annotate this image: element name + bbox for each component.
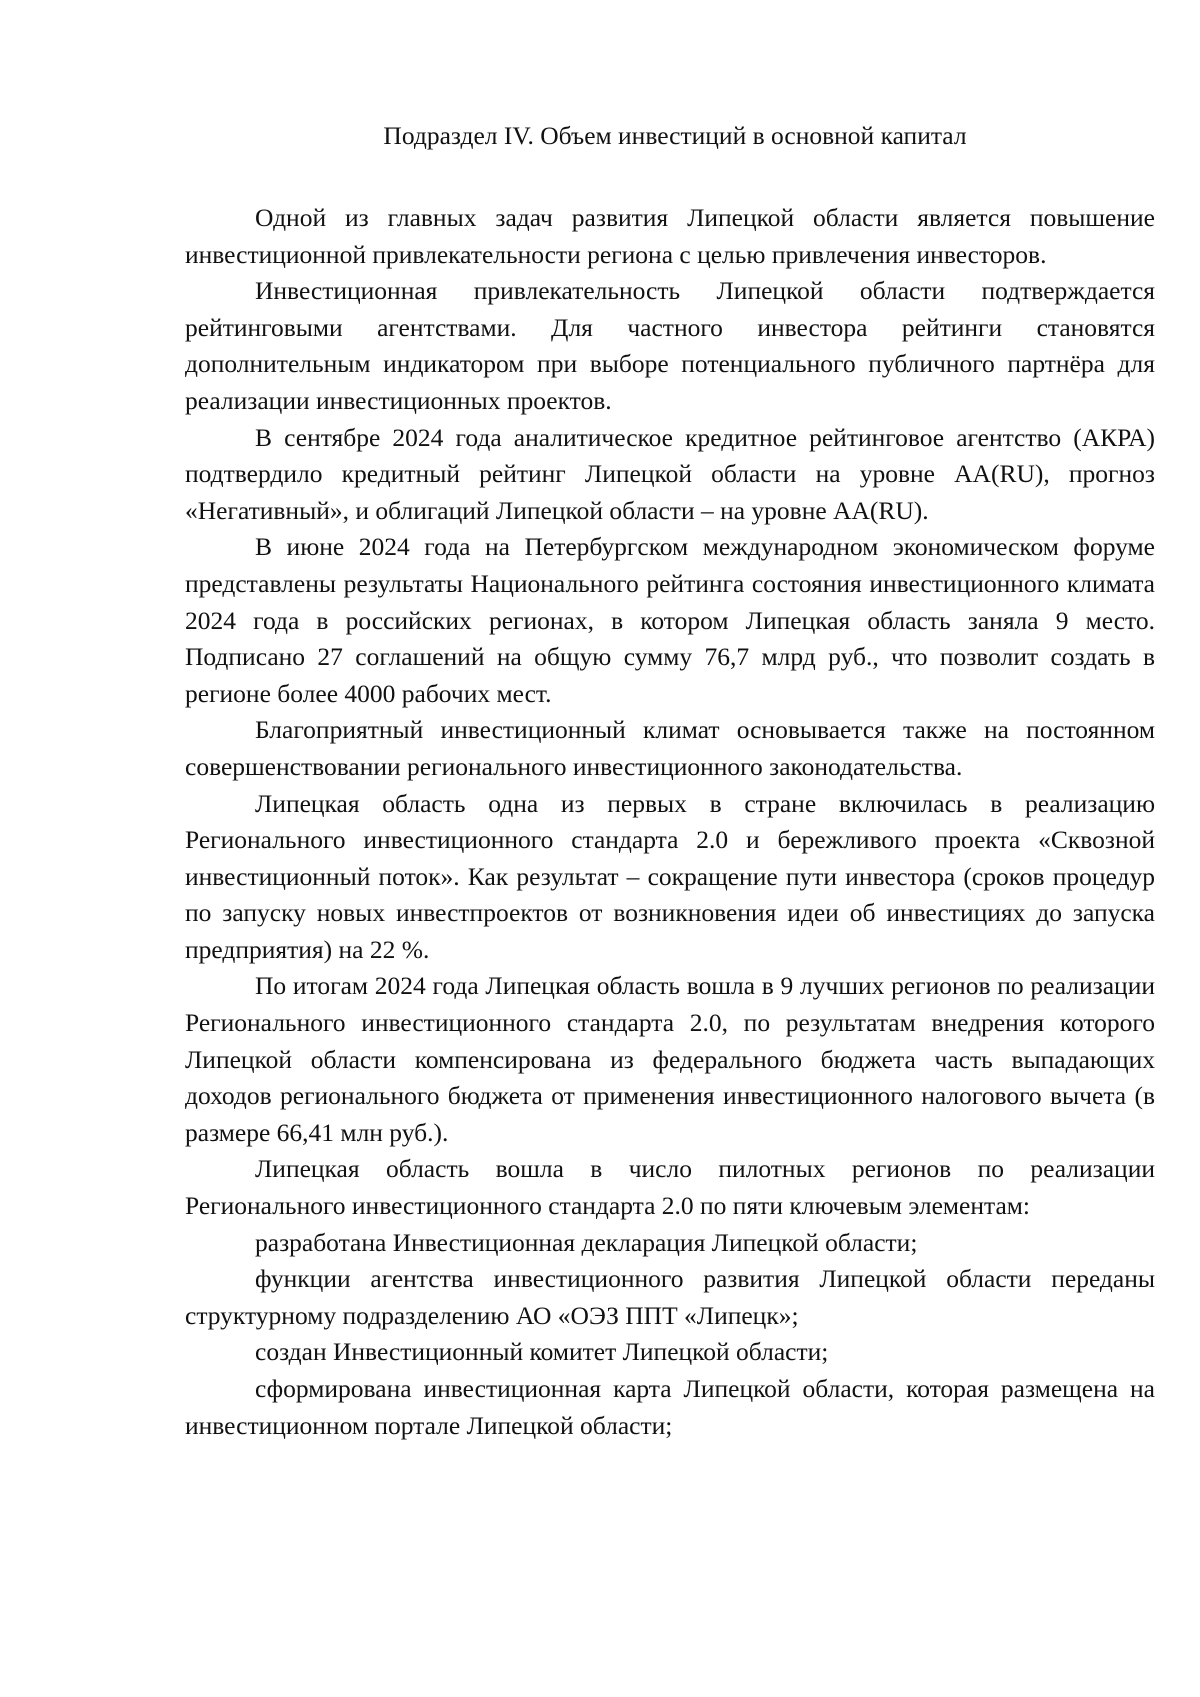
paragraph: Инвестиционная привлекательность Липецкой области подтверждается рейтинговыми агентствами. Для частного инвестора рейтинги становятся дополнительным индикатором при выборе потенциального публичного партнёра для реализации инвестиционных проектов.	[185, 276, 1155, 415]
list-item: создан Инвестиционный комитет Липецкой области;	[255, 1337, 829, 1367]
paragraph: В июне 2024 года на Петербургском международном экономическом форуме представлены результаты Национального рейтинга состояния инвестиционного климата 2024 года в российских регионах, в котором Липецкая область заняла 9 место. Подписано 27 соглашений на общую сумму 76,7 млрд руб., что позволит создать в регионе более 4000 рабочих мест.	[185, 532, 1155, 708]
list-item: разработана Инвестиционная декларация Липецкой области;	[255, 1227, 918, 1257]
document-body	[185, 118, 1155, 1444]
paragraph: В сентябре 2024 года аналитическое кредитное рейтинговое агентство (АКРА) подтвердило кредитный рейтинг Липецкой области на уровне AA(RU), прогноз «Негативный», и облигаций Липецкой области – на уровне AA(RU).	[185, 422, 1155, 525]
paragraph: Липецкая область одна из первых в стране включилась в реализацию Регионального инвестиционного стандарта 2.0 и бережливого проекта «Сквозной инвестиционный поток». Как результат – сокращение пути инвестора (сроков процедур по запуску новых инвестпроектов от возникновения идеи об инвестициях до запуска предприятия) на 22 %.	[185, 788, 1155, 964]
section-heading: Подраздел IV. Объем инвестиций в основной капитал	[383, 121, 967, 150]
paragraph: По итогам 2024 года Липецкая область вошла в 9 лучших регионов по реализации Регионального инвестиционного стандарта 2.0, по результатам внедрения которого Липецкой области компенсирована из федерального бюджета часть выпадающих доходов регионального бюджета от применения инвестиционного налогового вычета (в размере 66,41 млн руб.).	[185, 971, 1155, 1147]
list-item: сформирована инвестиционная карта Липецкой области, которая размещена на инвестиционном портале Липецкой области;	[185, 1374, 1155, 1440]
paragraph: Липецкая область вошла в число пилотных регионов по реализации Регионального инвестиционного стандарта 2.0 по пяти ключевым элементам:	[185, 1154, 1155, 1221]
paragraph: Одной из главных задач развития Липецкой области является повышение инвестиционной привлекательности региона с целью привлечения инвесторов.	[185, 203, 1155, 269]
list-item: функции агентства инвестиционного развития Липецкой области переданы структурному подразделению АО «ОЭЗ ППТ «Липецк»;	[185, 1264, 1155, 1330]
paragraph: Благоприятный инвестиционный климат основывается также на постоянном совершенствовании регионального инвестиционного законодательства.	[185, 715, 1155, 781]
